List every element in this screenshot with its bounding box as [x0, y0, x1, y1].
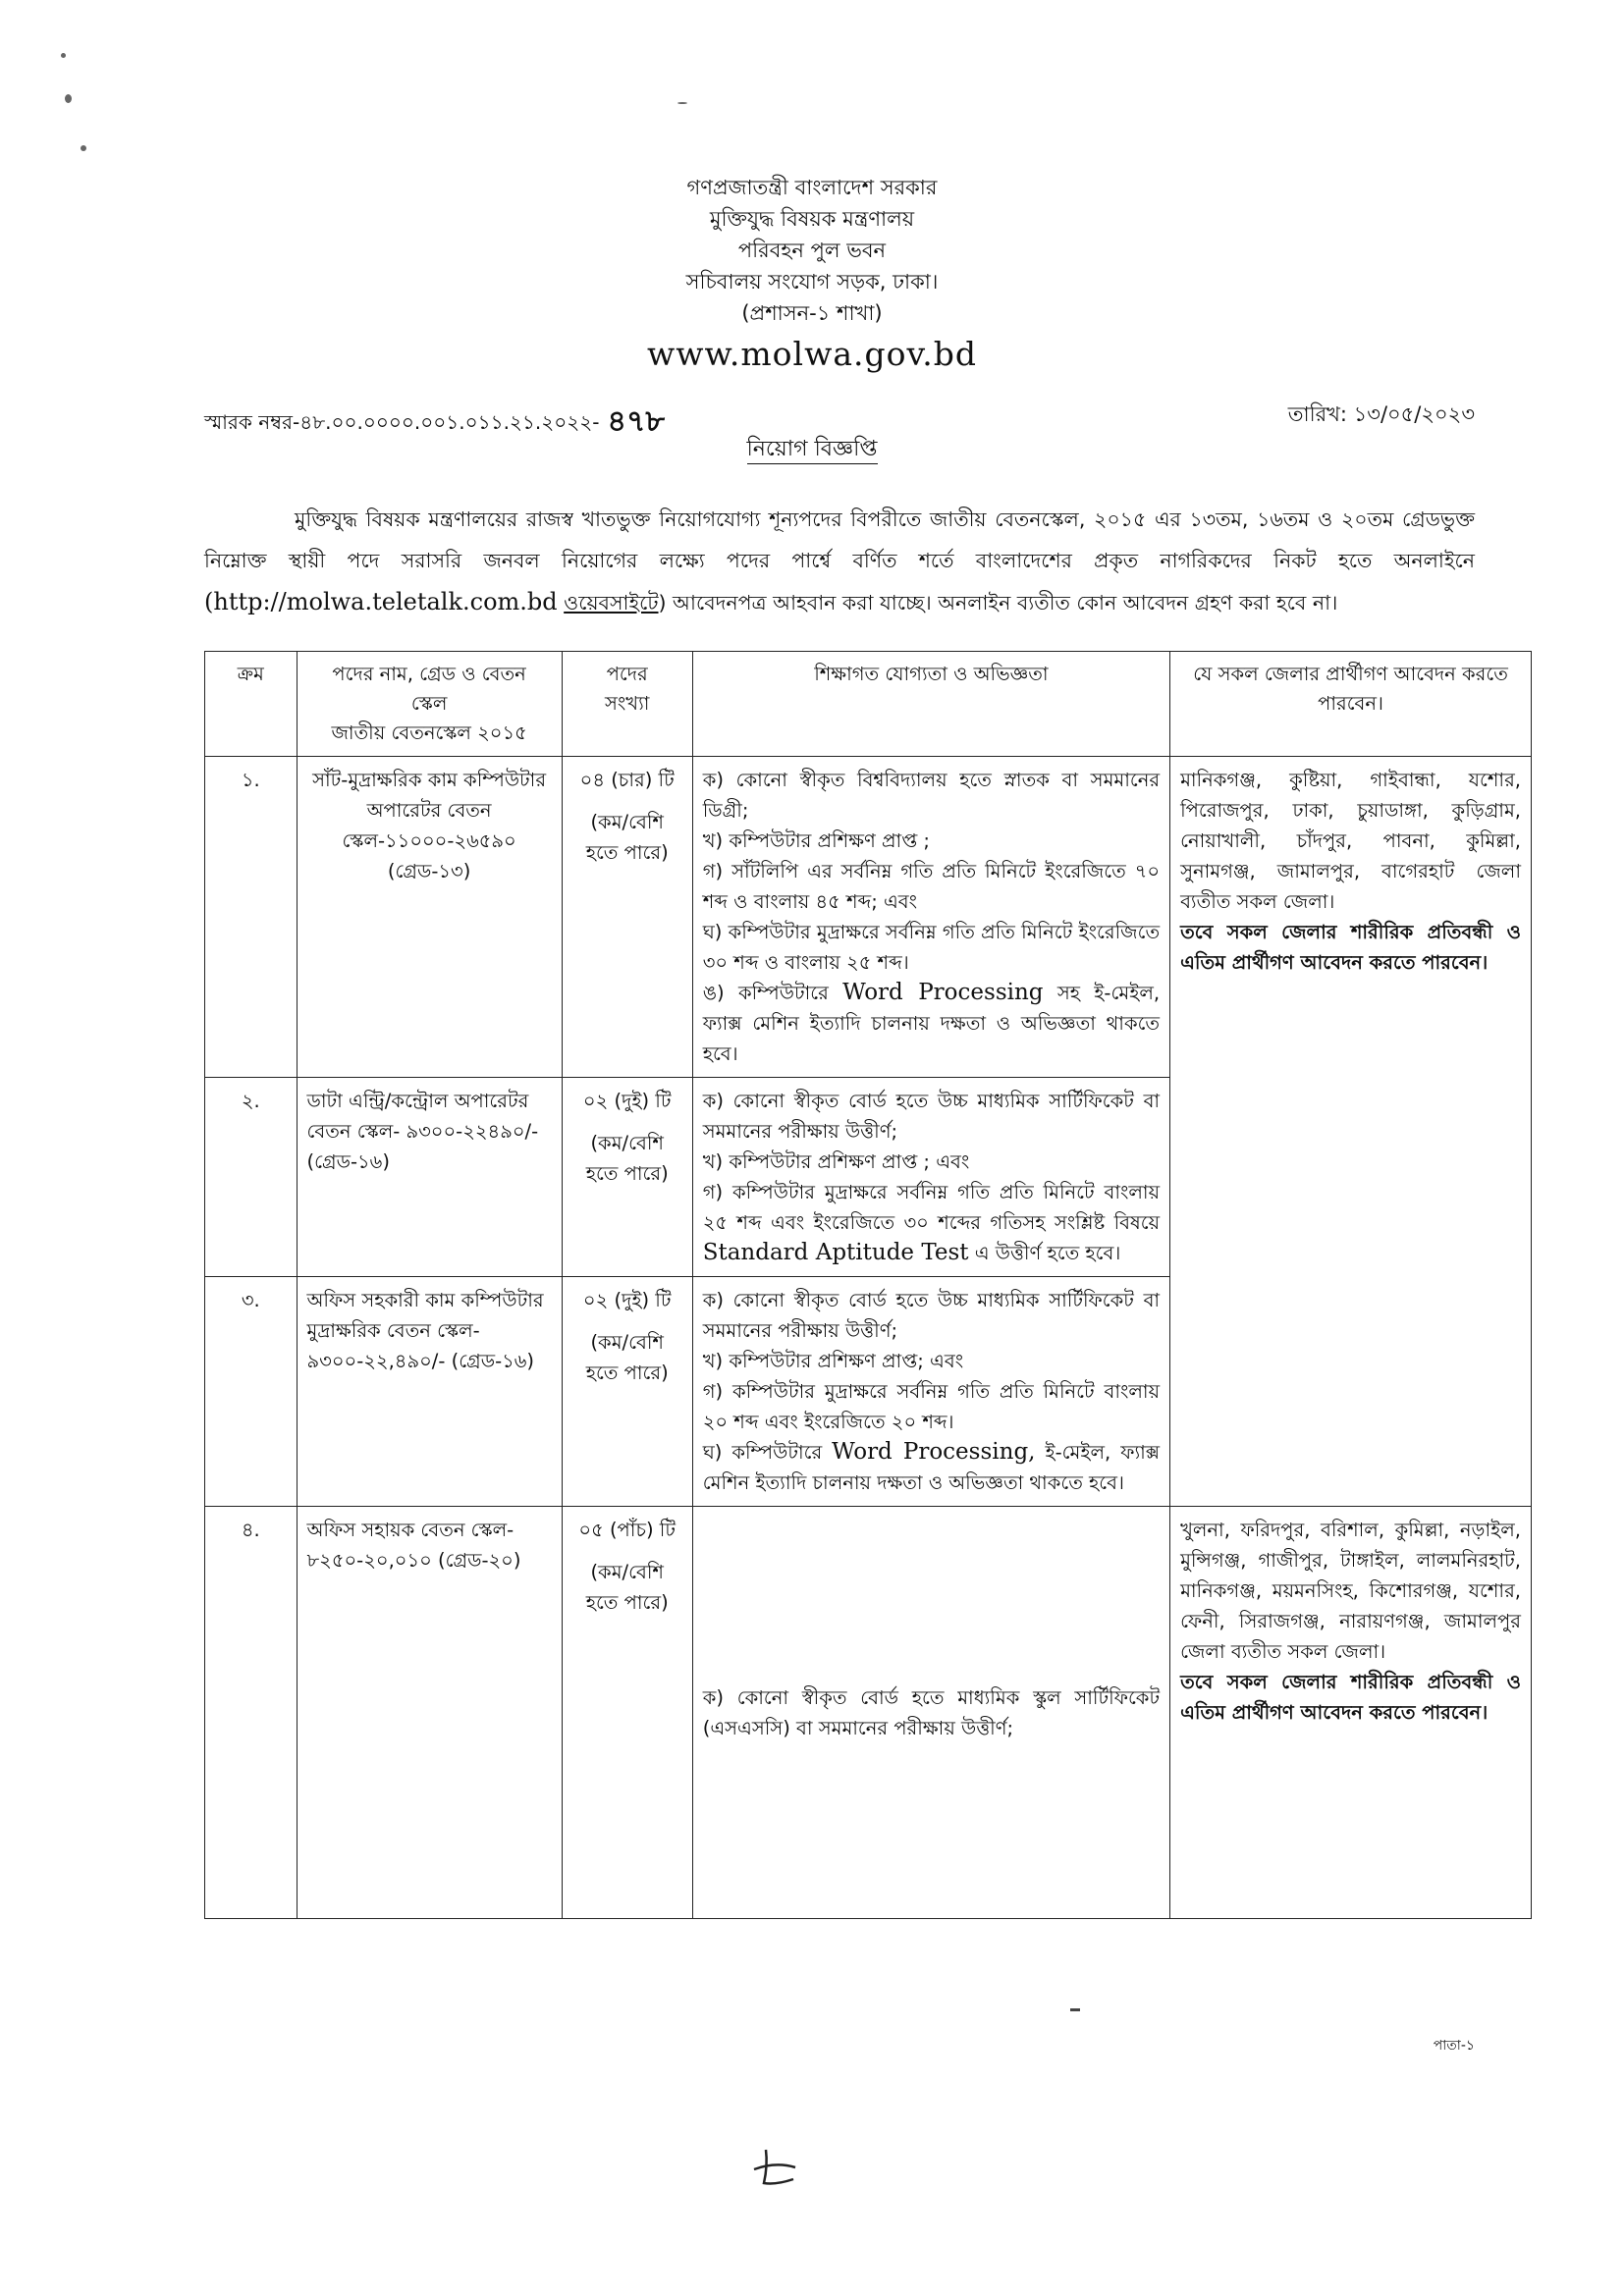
- section-name: (প্রশাসন-১ শাখা): [741, 301, 883, 325]
- vacancy-table: [204, 651, 1532, 1919]
- notice-date: তারিখ: ১৩/০৫/২০২৩: [1287, 402, 1475, 426]
- qualification-item: ঘ) কম্পিউটারে Word Processing, ই-মেইল, ফ্যাক্স মেশিন ইত্যাদি চালনায় দক্ষতা ও অভিজ্ঞতা থাকতে হবে।: [702, 1439, 1161, 1494]
- letterhead: [0, 172, 1624, 376]
- notice-title: নিয়োগ বিজ্ঞপ্তি: [0, 432, 1624, 468]
- intro-paragraph: [204, 499, 1475, 623]
- table-header-row: [205, 652, 1532, 757]
- row-qualification: [692, 757, 1169, 1078]
- districts-exception-note: তবে সকল জেলার শারীরিক প্রতিবন্ধী ও এতিম প্রার্থীগণ আবেদন করতে পারবেন।: [1180, 921, 1521, 974]
- table-row: [205, 1507, 1532, 1919]
- row-serial: ২.: [205, 1078, 298, 1277]
- qualification-item: গ) সাঁটলিপি এর সর্বনিম্ন গতি প্রতি মিনিটে ইংরেজিতে ৭০ শব্দ ও বাংলায় ৪৫ শব্দ; এবং: [702, 860, 1161, 913]
- col-header-post: পদের নাম, গ্রেড ও বেতন স্কেল জাতীয় বেতনস্কেল ২০১৫: [297, 652, 562, 757]
- memo-number: স্মারক নম্বর-৪৮.০০.০০০০.০০১.০১১.২১.২০২২-: [204, 410, 600, 434]
- col-header-serial: ক্রম: [205, 652, 298, 757]
- qualification-item: গ) কম্পিউটার মুদ্রাক্ষরে সর্বনিম্ন গতি প্রতি মিনিটে বাংলায় ২৫ শব্দ এবং ইংরেজিতে ৩০ শব্দের গতিসহ সংশ্লিষ্ট বিষয়ে Standard Aptitude Test এ উত্তীর্ণ হতে হবে।: [702, 1181, 1161, 1265]
- row-post: অফিস সহায়ক বেতন স্কেল- ৮২৫০-২০,০১০ (গ্রেড-২০): [297, 1507, 562, 1919]
- qualification-item: খ) কম্পিউটার প্রশিক্ষণ প্রাপ্ত ;: [702, 829, 931, 852]
- scan-speck: [677, 102, 687, 104]
- scan-speck: [65, 94, 72, 103]
- row-serial: ১.: [205, 757, 298, 1078]
- qualification-item: ঙ) কম্পিউটারে Word Processing সহ ই-মেইল, ফ্যাক্স মেশিন ইত্যাদি চালনায় দক্ষতা ও অভিজ্ঞতা থাকতে হবে।: [702, 980, 1161, 1065]
- row-serial: ৪.: [205, 1507, 298, 1919]
- row-eligible-districts: মানিকগঞ্জ, কুষ্টিয়া, গাইবান্ধা, যশোর, পিরোজপুর, ঢাকা, চুয়াডাঙ্গা, কুড়িগ্রাম, নোয়াখালী, চাঁদপুর, পাবনা, কুমিল্লা, সুনামগঞ্জ, জামালপুর, বাগেরহাট জেলা ব্যতীত সকল জেলা। তবে সকল জেলার শারীরিক প্রতিবন্ধী ও এতিম প্রার্থীগণ আবেদন করতে পারবেন।: [1170, 757, 1532, 1507]
- qualification-item: ক) কোনো স্বীকৃত বিশ্ববিদ্যালয় হতে স্নাতক বা সমমানের ডিগ্রী;: [702, 769, 1161, 822]
- row-qualification: [692, 1078, 1169, 1277]
- row-qualification: [692, 1507, 1169, 1919]
- row-post: ডাটা এন্ট্রি/কন্ট্রোল অপারেটর বেতন স্কেল- ৯৩০০-২২৪৯০/- (গ্রেড-১৬): [297, 1078, 562, 1277]
- application-url[interactable]: (http://molwa.teletalk.com.bd: [204, 588, 558, 615]
- intro-tail: ) আবেদনপত্র আহবান করা যাচ্ছে। অনলাইন ব্যতীত কোন আবেদন গ্রহণ করা হবে না।: [658, 591, 1338, 614]
- page-number: পাতা-১: [1433, 2038, 1475, 2054]
- scan-speck: [81, 145, 86, 151]
- row-qualification: [692, 1277, 1169, 1507]
- scan-speck: [1070, 2008, 1080, 2011]
- qualification-item: ক) কোনো স্বীকৃত বোর্ড হতে উচ্চ মাধ্যমিক সার্টিফিকেট বা সমমানের পরীক্ষায় উত্তীর্ণ;: [702, 1090, 1161, 1143]
- col-header-count: পদের সংখ্যা: [562, 652, 692, 757]
- govt-name: গণপ্রজাতন্ত্রী বাংলাদেশ সরকার: [686, 176, 938, 199]
- col-header-districts: যে সকল জেলার প্রার্থীগণ আবেদন করতে পারবেন।: [1170, 652, 1532, 757]
- qualification-item: খ) কম্পিউটার প্রশিক্ষণ প্রাপ্ত; এবং: [702, 1350, 964, 1372]
- row-eligible-districts: খুলনা, ফরিদপুর, বরিশাল, কুমিল্লা, নড়াইল, মুন্সিগঞ্জ, গাজীপুর, টাঙ্গাইল, লালমনিরহাট, মানিকগঞ্জ, ময়মনসিংহ, কিশোরগঞ্জ, যশোর, ফেনী, সিরাজগঞ্জ, নারায়ণগঞ্জ, জামালপুর জেলা ব্যতীত সকল জেলা। তবে সকল জেলার শারীরিক প্রতিবন্ধী ও এতিম প্রার্থীগণ আবেদন করতে পারবেন।: [1170, 1507, 1532, 1919]
- memo-handwritten-number: ৪৭৮: [607, 404, 665, 439]
- row-count: ০২ (দুই) টি (কম/বেশি হতে পারে): [562, 1078, 692, 1277]
- qualification-item: গ) কম্পিউটার মুদ্রাক্ষরে সর্বনিম্ন গতি প্রতি মিনিটে বাংলায় ২০ শব্দ এবং ইংরেজিতে ২০ শব্দ।: [702, 1380, 1161, 1433]
- ministry-name: মুক্তিযুদ্ধ বিষয়ক মন্ত্রণালয়: [709, 207, 915, 231]
- row-serial: ৩.: [205, 1277, 298, 1507]
- intro-text: মুক্তিযুদ্ধ বিষয়ক মন্ত্রণালয়ের রাজস্ব খাতভুক্ত নিয়োগযোগ্য শূন্যপদের বিপরীতে জাতীয় বেতনস্কেল, ২০১৫ এর ১৩তম, ১৬তম ও ২০তম গ্রেডভুক্ত নিম্নোক্ত স্থায়ী পদে সরাসরি জনবল নিয়োগের লক্ষ্যে পদের পার্শ্বে বর্ণিত শর্তে বাংলাদেশের প্রকৃত নাগরিকদের নিকট হতে অনলাইনে: [204, 507, 1475, 572]
- address: সচিবালয় সংযোগ সড়ক, ঢাকা।: [685, 270, 939, 294]
- qualification-item: খ) কম্পিউটার প্রশিক্ষণ প্রাপ্ত ; এবং: [702, 1150, 970, 1173]
- building-name: পরিবহন পুল ভবন: [737, 239, 887, 262]
- qualification-item: ক) কোনো স্বীকৃত বোর্ড হতে মাধ্যমিক স্কুল সার্টিফিকেট (এসএসসি) বা সমমানের পরীক্ষায় উত্তীর্ণ;: [702, 1685, 1161, 1739]
- row-post: সাঁট-মুদ্রাক্ষরিক কাম কম্পিউটার অপারেটর বেতন স্কেল-১১০০০-২৬৫৯০ (গ্রেড-১৩): [297, 757, 562, 1078]
- row-count: ০৪ (চার) টি (কম/বেশি হতে পারে): [562, 757, 692, 1078]
- qualification-item: ক) কোনো স্বীকৃত বোর্ড হতে উচ্চ মাধ্যমিক সার্টিফিকেট বা সমমানের পরীক্ষায় উত্তীর্ণ;: [702, 1289, 1161, 1342]
- scan-speck: [61, 53, 66, 58]
- col-header-qualification: শিক্ষাগত যোগ্যতা ও অভিজ্ঞতা: [692, 652, 1169, 757]
- row-count: ০৫ (পাঁচ) টি (কম/বেশি হতে পারে): [562, 1507, 692, 1919]
- website-link[interactable]: www.molwa.gov.bd: [647, 335, 977, 373]
- handwritten-initial: [746, 2140, 815, 2189]
- row-post: অফিস সহকারী কাম কম্পিউটার মুদ্রাক্ষরিক বেতন স্কেল- ৯৩০০-২২,৪৯০/- (গ্রেড-১৬): [297, 1277, 562, 1507]
- table-row: [205, 757, 1532, 1078]
- districts-exception-note: তবে সকল জেলার শারীরিক প্রতিবন্ধী ও এতিম প্রার্থীগণ আবেদন করতে পারবেন।: [1180, 1671, 1521, 1724]
- qualification-item: ঘ) কম্পিউটার মুদ্রাক্ষরে সর্বনিম্ন গতি প্রতি মিনিটে ইংরেজিতে ৩০ শব্দ ও বাংলায় ২৫ শব্দ।: [702, 921, 1161, 974]
- row-count: ০২ (দুই) টি (কম/বেশি হতে পারে): [562, 1277, 692, 1507]
- website-word: ওয়েবসাইটে: [564, 591, 659, 614]
